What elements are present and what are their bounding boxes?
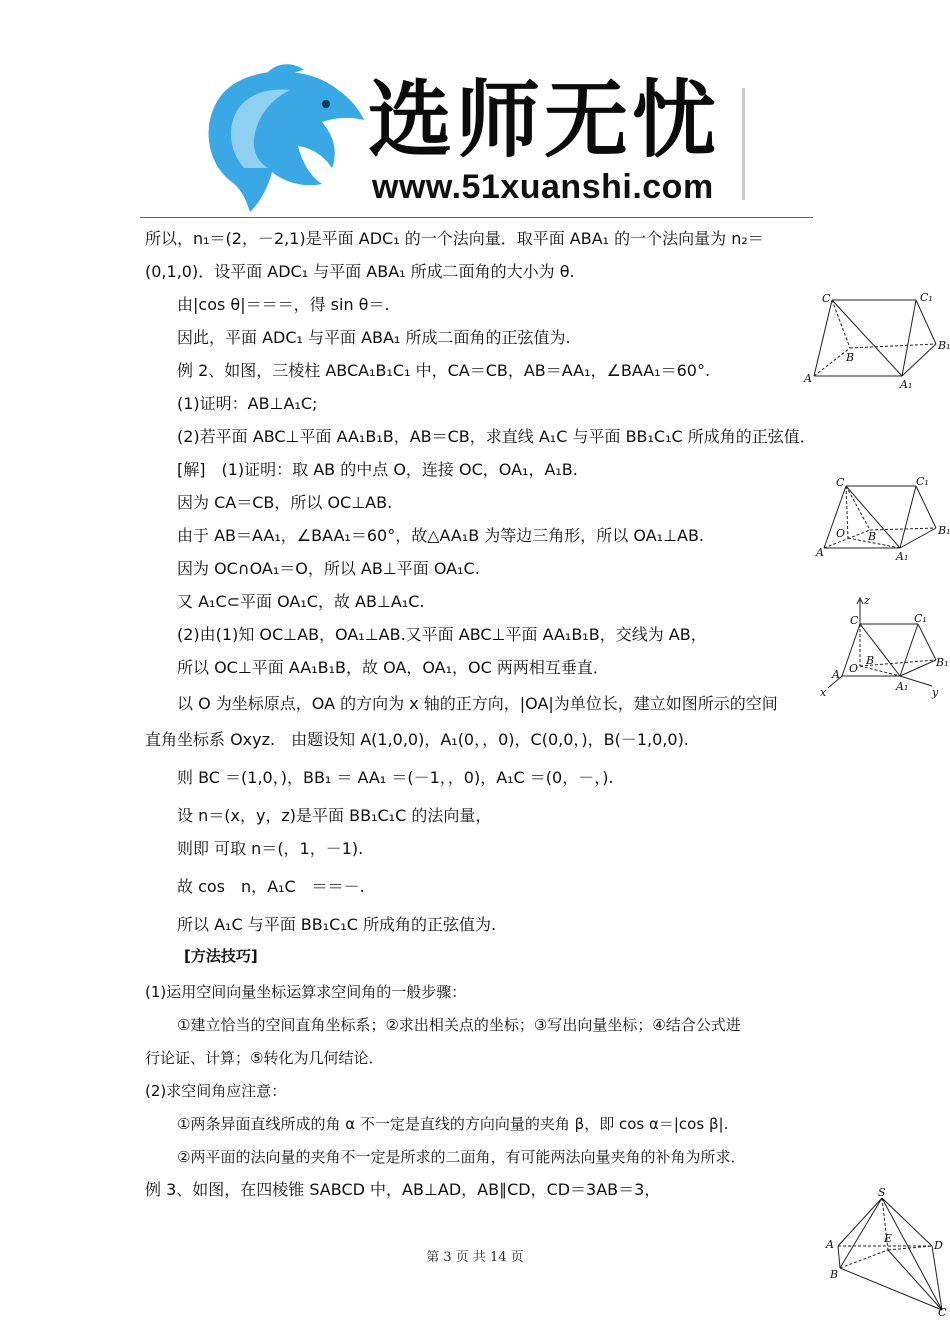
text-line: 由|cos θ|＝＝＝，得 sin θ＝. bbox=[177, 295, 390, 314]
example-3-heading: 例 3、如图，在四棱锥 SABCD 中，AB⊥AD，AB∥CD，CD＝3AB＝3， bbox=[145, 1180, 661, 1199]
text-line: ①建立恰当的空间直角坐标系；②求出相关点的坐标；③写出向量坐标；④结合公式进 bbox=[177, 1016, 741, 1034]
brand-divider bbox=[742, 88, 745, 200]
fig-label: C₁ bbox=[914, 612, 927, 625]
fig-label: E bbox=[884, 1232, 893, 1245]
text-line: 由于 AB＝AA₁，∠BAA₁＝60°，故△AA₁B 为等边三角形，所以 OA₁⊥AB. bbox=[177, 526, 705, 545]
fig-label: D bbox=[934, 1239, 943, 1252]
text-line: 因为 OC∩OA₁＝O，所以 AB⊥平面 OA₁C. bbox=[177, 559, 480, 578]
brand-url: www.51xuanshi.com bbox=[372, 168, 714, 206]
text-line: 以 O 为坐标原点，OA 的方向为 x 轴的正方向，|OA|为单位长，建立如图所示的空间 bbox=[177, 694, 778, 713]
fig-label: O bbox=[849, 662, 859, 675]
fig-label: A bbox=[832, 668, 840, 681]
fig-label: x bbox=[820, 686, 827, 699]
method-tips-heading: [方法技巧] bbox=[184, 947, 258, 965]
text-line: (1)运用空间向量坐标运算求空间角的一般步骤： bbox=[145, 983, 467, 1001]
text-line: [解] (1)证明：取 AB 的中点 O，连接 OC，OA₁，A₁B. bbox=[177, 460, 578, 479]
example-2-heading: 例 2、如图，三棱柱 ABCA₁B₁C₁ 中，CA＝CB，AB＝AA₁，∠BAA₁＝60°. bbox=[177, 361, 711, 380]
fig-label: C bbox=[850, 614, 859, 627]
text-line: 因为 CA＝CB，所以 OC⊥AB. bbox=[177, 493, 393, 512]
text-line: 则即 可取 n＝(，1，－1). bbox=[177, 839, 364, 858]
text-line: 设 n＝(x，y，z)是平面 BB₁C₁C 的法向量， bbox=[177, 806, 492, 825]
fig-label: B bbox=[868, 530, 877, 543]
fig-label: B bbox=[846, 351, 855, 364]
fig-label: B₁ bbox=[936, 656, 949, 669]
text-line: ②两平面的法向量的夹角不一定是所求的二面角，有可能两法向量夹角的补角为所求． bbox=[177, 1148, 746, 1166]
text-line: 所以，n₁＝(2，－2,1)是平面 ADC₁ 的一个法向量．取平面 ABA₁ 的一个法向量为 n₂＝ bbox=[145, 229, 764, 248]
fig-label: C bbox=[836, 476, 845, 489]
text-line: 因此，平面 ADC₁ 与平面 ABA₁ 所成二面角的正弦值为. bbox=[177, 328, 571, 347]
fig-label: B₁ bbox=[938, 524, 950, 537]
text-line: 行论证、计算；⑤转化为几何结论． bbox=[145, 1049, 384, 1067]
text-line: 所以 OC⊥平面 AA₁B₁B，故 OA，OA₁，OC 两两相互垂直． bbox=[177, 658, 609, 677]
text-line: 则 BC ＝(1,0，)，BB₁ ＝ AA₁ ＝(－1，，0)，A₁C ＝(0，－，). bbox=[177, 768, 614, 787]
text-line: (2)由(1)知 OC⊥AB，OA₁⊥AB.又平面 ABC⊥平面 AA₁B₁B，交线为 AB， bbox=[177, 625, 707, 644]
text-line: 故 cos n，A₁C ＝＝－. bbox=[177, 877, 365, 896]
text-line: (2)若平面 ABC⊥平面 AA₁B₁B，AB＝CB，求直线 A₁C 与平面 BB₁C₁C 所成角的正弦值． bbox=[177, 427, 816, 446]
text-line: 又 A₁C⊂平面 OA₁C，故 AB⊥A₁C. bbox=[177, 592, 425, 611]
fig-label: A₁ bbox=[896, 680, 909, 693]
fig-label: C bbox=[822, 292, 831, 305]
page-footer: 第 3 页 共 14 页 bbox=[426, 1250, 524, 1265]
fig-label: A bbox=[816, 546, 824, 559]
brand-name: 选师无忧 bbox=[368, 71, 721, 169]
fig-label: y bbox=[932, 686, 939, 699]
fig-label: z bbox=[864, 594, 870, 607]
prism-figure-1 bbox=[806, 288, 950, 392]
coordinate-prism-figure bbox=[820, 594, 950, 702]
text-line: 所以 A₁C 与平面 BB₁C₁C 所成角的正弦值为. bbox=[177, 915, 497, 934]
fig-label: C₁ bbox=[916, 475, 929, 488]
text-line: 直角坐标系 Oxyz. 由题设知 A(1,0,0)，A₁(0，，0)，C(0,0，)，B(－1,0,0). bbox=[145, 730, 689, 749]
fig-label: A bbox=[826, 1238, 834, 1251]
fig-label: C bbox=[938, 1306, 947, 1319]
header-rule bbox=[140, 217, 813, 218]
text-line: ①两条异面直线所成的角 α 不一定是直线的方向向量的夹角 β，即 cos α＝|cos β|. bbox=[177, 1115, 729, 1133]
text-line: (0,1,0)．设平面 ADC₁ 与平面 ABA₁ 所成二面角的大小为 θ. bbox=[145, 262, 575, 281]
fig-label: A₁ bbox=[900, 378, 913, 391]
fig-label: S bbox=[878, 1186, 886, 1199]
text-line: (2)求空间角应注意： bbox=[145, 1082, 287, 1100]
dolphin-logo-icon bbox=[198, 64, 370, 216]
fig-label: B bbox=[830, 1268, 839, 1281]
prism-figure-2 bbox=[816, 474, 950, 568]
fig-label: B bbox=[866, 654, 875, 667]
text-line: (1)证明：AB⊥A₁C; bbox=[177, 394, 318, 413]
page-header bbox=[0, 0, 950, 218]
fig-label: A₁ bbox=[896, 550, 909, 563]
fig-label: B₁ bbox=[938, 339, 950, 352]
fig-label: O bbox=[836, 527, 846, 540]
fig-label: A bbox=[804, 372, 812, 385]
fig-label: C₁ bbox=[920, 291, 933, 304]
